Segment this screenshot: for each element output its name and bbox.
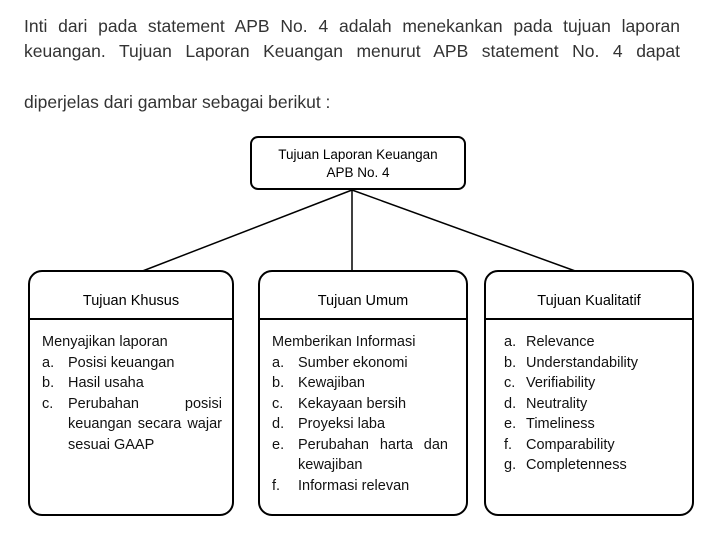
list-item (272, 373, 456, 394)
list-item (272, 394, 456, 415)
list-item (272, 435, 456, 476)
connector-root-right (352, 190, 578, 272)
list-marker: c. (272, 395, 284, 412)
panel-tujuan-umum (258, 270, 468, 516)
list-item-text: Perubahan harta dan (298, 436, 448, 453)
list-item-text: Proyeksi laba (298, 416, 386, 432)
list-marker: e. (272, 436, 285, 453)
list-item-text: Timeliness (526, 416, 595, 432)
panel-umum-list (272, 353, 456, 497)
list-item-text: Sumber ekonomi (298, 354, 408, 371)
list-item-text: Completenness (526, 457, 627, 473)
list-item-text: Perubahan posisi (68, 395, 222, 412)
list-item-text: Kewajiban (298, 375, 365, 391)
list-marker: b. (504, 354, 517, 371)
panel-umum-title: Tujuan Umum (260, 272, 466, 320)
list-item-text: Informasi relevan (298, 477, 410, 494)
list-item (504, 435, 682, 456)
list-marker: c. (42, 395, 54, 412)
panel-khusus-title: Tujuan Khusus (30, 272, 232, 320)
list-item (504, 414, 682, 435)
root-node-subtitle: APB No. 4 (326, 165, 390, 180)
intro-line-2: keuangan. Tujuan Laporan Keuangan menurut APB statement No. 4 dapat (24, 41, 680, 61)
panel-tujuan-khusus (28, 270, 234, 516)
list-marker: f. (272, 477, 281, 494)
root-node-title: Tujuan Laporan Keuangan (278, 147, 438, 162)
list-marker: e. (504, 416, 517, 432)
panel-kualitatif-title: Tujuan Kualitatif (486, 272, 692, 320)
list-marker: b. (42, 375, 55, 391)
list-item (42, 353, 222, 374)
connector-root-left (140, 190, 352, 272)
list-marker: f. (504, 436, 513, 453)
list-marker: a. (42, 354, 55, 371)
panel-tujuan-kualitatif (484, 270, 694, 516)
list-item-text: Comparability (526, 436, 615, 453)
intro-line-3: diperjelas dari gambar sebagai berikut : (24, 92, 331, 112)
list-item (272, 476, 456, 497)
list-item-text: Hasil usaha (68, 375, 144, 391)
panel-khusus-lead: Menyajikan laporan (42, 334, 168, 350)
list-item (42, 394, 222, 456)
list-item (272, 414, 456, 435)
panel-umum-lead: Memberikan Informasi (272, 334, 416, 350)
intro-line-1: Inti dari pada statement APB No. 4 adalah menekankan pada tujuan laporan (24, 16, 680, 36)
list-item (272, 353, 456, 374)
panel-khusus-list (42, 353, 222, 456)
list-item-text: Posisi keuangan (68, 354, 175, 371)
list-item (504, 353, 682, 374)
list-marker: a. (504, 334, 517, 350)
list-item-text: Neutrality (526, 395, 588, 412)
list-item-text: sesuai GAAP (68, 436, 155, 453)
list-item-text: keuangan secara wajar (68, 416, 222, 432)
list-marker: a. (272, 354, 285, 371)
list-item (504, 455, 682, 476)
list-item (504, 332, 682, 353)
list-item-text: Verifiability (526, 375, 596, 391)
list-marker: b. (272, 375, 285, 391)
list-item-text: Kekayaan bersih (298, 395, 407, 412)
list-marker: g. (504, 457, 517, 473)
panel-kualitatif-list (504, 332, 682, 476)
root-node-tujuan-laporan-keuangan (250, 136, 466, 190)
list-item-text: Relevance (526, 334, 595, 350)
list-marker: d. (504, 395, 517, 412)
list-marker: d. (272, 416, 285, 432)
list-item-text: Understandability (526, 354, 639, 371)
list-item (504, 394, 682, 415)
list-item-text: kewajiban (298, 457, 363, 473)
list-item (42, 373, 222, 394)
list-marker: c. (504, 375, 516, 391)
list-item (504, 373, 682, 394)
